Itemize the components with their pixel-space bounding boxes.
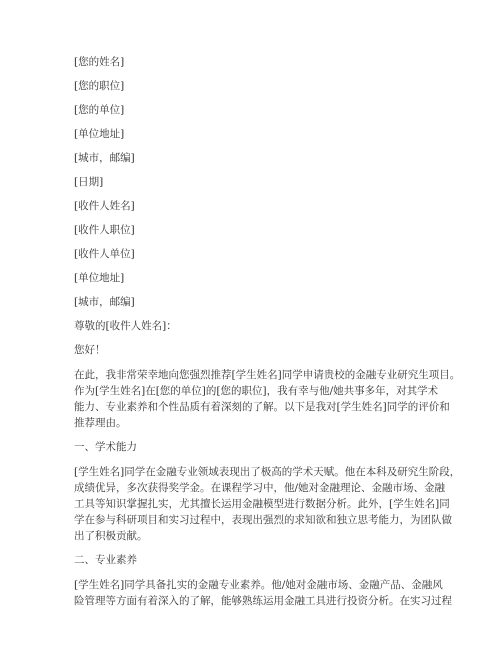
section-heading-professional: 二、专业素养 [74, 554, 137, 566]
sender-city-zip: [城市，邮编] [74, 152, 135, 164]
sender-position: [您的职位] [74, 80, 125, 92]
paragraph-line: 出了积极贡献。 [74, 530, 148, 542]
academic-paragraph [74, 464, 461, 544]
letter-page [74, 55, 461, 618]
recipient-name: [收件人姓名] [74, 200, 135, 212]
paragraph-line: 推荐理由。 [74, 417, 127, 429]
sender-name: [您的姓名] [74, 56, 125, 68]
paragraph-line: [学生姓名]同学具备扎实的金融专业素养。他/她对金融市场、金融产品、金融风 [74, 579, 443, 591]
paragraph-line: 学在参与科研项目和实习过程中，表现出强烈的求知欲和独立思考能力，为团队做 [74, 514, 452, 526]
recipient-city-zip: [城市，邮编] [74, 296, 135, 308]
sender-address: [单位地址] [74, 128, 125, 140]
paragraph-line: 作为[学生姓名]在[您的单位]的[您的职位]，我有幸与他/她共事多年，对其学术 [74, 385, 439, 397]
paragraph-line: 在此，我非常荣幸地向您强烈推荐[学生姓名]同学申请贵校的金融专业研究生项目。 [74, 369, 461, 381]
paragraph-line: 工具等知识掌握扎实，尤其擅长运用金融模型进行数据分析。此外，[学生姓名]同 [74, 498, 450, 510]
letter-date: [日期] [74, 176, 104, 188]
professional-paragraph [74, 577, 452, 609]
salutation: 尊敬的[收件人姓名]： [74, 320, 177, 332]
recipient-address: [单位地址] [74, 272, 125, 284]
sender-organization: [您的单位] [74, 104, 125, 116]
paragraph-line: 险管理等方面有着深入的了解，能够熟练运用金融工具进行投资分析。在实习过程 [74, 595, 452, 607]
paragraph-line: 能力、专业素养和个性品质有着深刻的了解。以下是我对[学生姓名]同学的评价和 [74, 401, 450, 413]
intro-paragraph [74, 367, 461, 431]
recipient-organization: [收件人单位] [74, 248, 135, 260]
paragraph-line: [学生姓名]同学在金融专业领域表现出了极高的学术天赋。他在本科及研究生阶段， [74, 466, 461, 478]
paragraph-line: 成绩优异，多次获得奖学金。在课程学习中，他/她对金融理论、金融市场、金融 [74, 482, 446, 494]
recipient-position: [收件人职位] [74, 224, 135, 236]
section-heading-academic: 一、学术能力 [74, 441, 137, 453]
greeting: 您好！ [74, 344, 106, 356]
